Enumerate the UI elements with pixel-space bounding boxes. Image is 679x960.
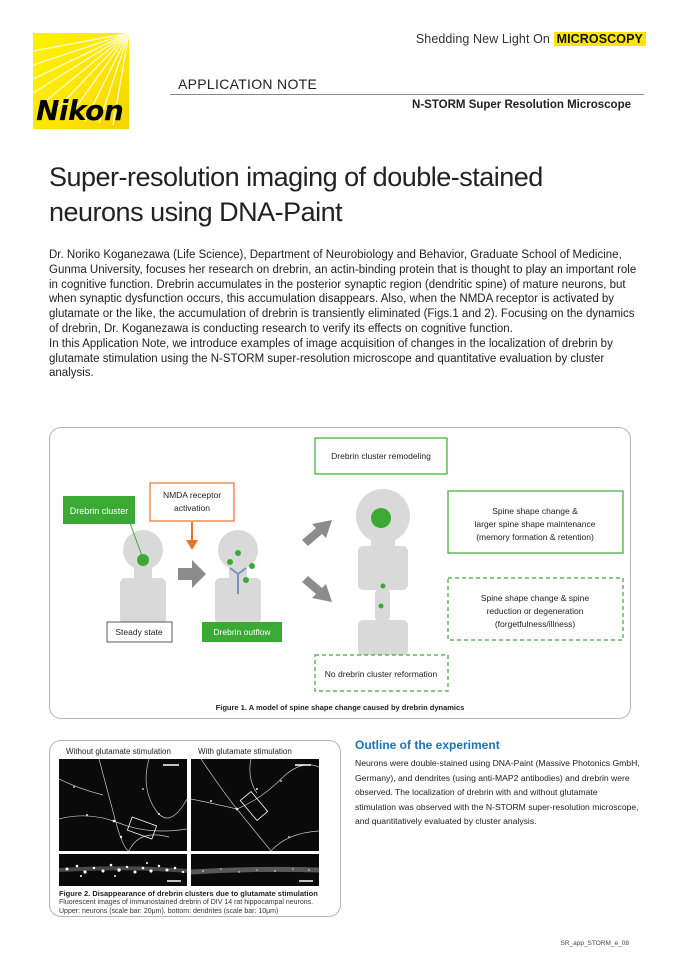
spine-remodeled: [356, 489, 410, 590]
intro-text: [49, 248, 639, 381]
nmda-arrow-icon: [186, 540, 198, 550]
label-drebrin-outflow: Drebrin outflow: [213, 627, 271, 637]
figure-1-caption: Figure 1. A model of spine shape change caused by drebrin dynamics: [215, 703, 465, 712]
micrograph-with-stimulation: [191, 759, 319, 851]
title-line-1: Super-resolution imaging of double-stained: [49, 162, 543, 192]
label-remodeling: Drebrin cluster remodeling: [331, 451, 431, 461]
progress-arrow-icon: [178, 560, 206, 588]
spine-outflow: [215, 530, 261, 624]
label-nmda-line1: NMDA receptor: [162, 490, 222, 500]
label-reduction-line2: reduction or degeneration: [486, 606, 584, 616]
label-no-reformation: No drebrin cluster reformation: [324, 669, 438, 679]
outline-heading: Outline of the experiment: [355, 738, 500, 752]
title-line-2: neurons using DNA-Paint: [49, 197, 343, 227]
label-reduction-line3: (forgetfulness/illness): [494, 619, 576, 629]
tagline-highlight: MICROSCOPY: [554, 32, 646, 46]
label-spine-change-line1: Spine shape change &: [492, 506, 578, 516]
intro-paragraph-2: In this Application Note, we introduce examples of image acquisition of changes in the localization of drebrin by glutamate stimulation using the N-STORM super-resolution microscope and quantitative evaluation by cluster analysis.: [49, 337, 613, 380]
label-drebrin-cluster: Drebrin cluster: [69, 506, 129, 516]
spine-steady-state: [120, 530, 166, 624]
fig2-label-left: Without glutamate stimulation: [66, 747, 171, 756]
logo-wordmark: Nikon: [36, 94, 124, 127]
up-branch-arrow-icon: [302, 520, 332, 546]
figure-2: [49, 740, 341, 917]
fig2-label-right: With glutamate stimulation: [198, 747, 292, 756]
header-divider: [170, 94, 644, 95]
micrograph-without-stimulation: [59, 759, 187, 851]
label-spine-change-line2: larger spine shape maintenance: [474, 519, 596, 529]
outline-body: Neurons were double-stained using DNA-Paint (Massive Photonics GmbH, Germany), and dendrites (using anti-MAP2 antibodies) and drebrin were observed. The localization of drebrin with and without glutamate stimulation was observed with the N-STORM super-resolution microscope, and quantitatively evaluated by cluster analysis.: [355, 758, 640, 826]
document-code: SR_app_STORM_e_08: [560, 940, 629, 947]
tagline: [416, 32, 646, 46]
label-nmda-line2: activation: [174, 503, 210, 513]
section-label: APPLICATION NOTE: [178, 76, 318, 92]
figure-2-caption-line2: Upper: neurons (scale bar: 20μm), bottom: dendrites (scale bar: 10μm): [59, 908, 279, 915]
label-reduction-line1: Spine shape change & spine: [480, 593, 590, 603]
page-title: [49, 160, 639, 230]
micrograph-dendrite-with-stimulation: [191, 854, 319, 886]
product-name: N-STORM Super Resolution Microscope: [412, 99, 631, 111]
nikon-logo: [33, 33, 129, 129]
label-spine-change-line3: (memory formation & retention): [476, 532, 594, 542]
tagline-prefix: Shedding New Light On: [415, 32, 554, 46]
intro-paragraph-1: Dr. Noriko Koganezawa (Life Science), Department of Neurobiology and Behavior, Graduate School of Medicine, Gunma University, focuses her research on drebrin, an actin-binding protein that is thought to play an important role in cognitive function. Drebrin accumulates in the posterior synaptic region (dendritic spine) of mature neurons, but when synaptic dysfunction occurs, this accumulation disappears. Also, when the NMDA receptor is activated by glutamate or the like, the accumulation of drebrin is transiently eliminated (Figs.1 and 2). Focusing on the dynamics of drebrin, Dr. Koganezawa is conducting research to verify its effects on cognitive function.: [49, 249, 637, 335]
micrograph-dendrite-without-stimulation: [59, 854, 187, 886]
figure-2-caption: [59, 889, 339, 916]
label-steady-state: Steady state: [115, 627, 163, 637]
figure-1-diagram: [50, 428, 632, 720]
drebrin-cluster-dot: [137, 554, 149, 566]
figure-2-caption-title: Figure 2. Disappearance of drebrin clusters due to glutamate stimulation: [59, 889, 318, 898]
figure-2-caption-line1: Fluorescent images of immunostained drebrin of DIV 14 rat hippocampal neurons.: [59, 899, 314, 906]
figure-1: [49, 427, 631, 719]
down-branch-arrow-icon: [302, 576, 332, 602]
